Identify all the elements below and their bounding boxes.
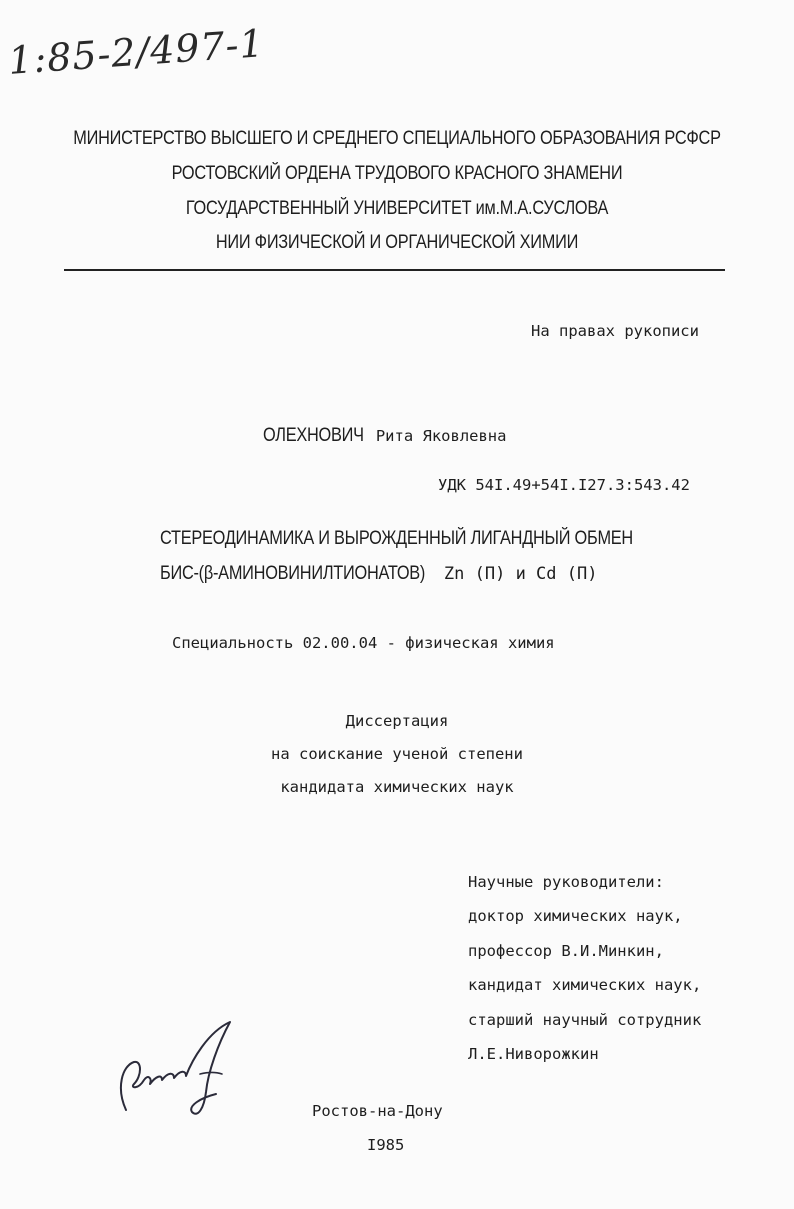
supervisors-heading: Научные руководители:: [468, 873, 664, 891]
university-header-2: ГОСУДАРСТВЕННЫЙ УНИВЕРСИТЕТ им.М.А.СУСЛОВА: [185, 198, 609, 219]
specialty: Специальность 02.00.04 - физическая химия: [172, 634, 555, 652]
supervisor-2-position: старший научный сотрудник: [468, 1011, 702, 1029]
supervisor-2-degree: кандидат химических наук,: [468, 976, 702, 994]
degree-line: на соискание ученой степени: [271, 745, 523, 763]
year: I985: [367, 1136, 405, 1154]
author-given-name: Рита Яковлевна: [375, 427, 507, 445]
author-surname: ОЛЕХНОВИЧ: [263, 425, 364, 446]
supervisor-1-degree: доктор химических наук,: [468, 907, 683, 925]
title-line-2: [160, 563, 597, 585]
title-line-1: СТЕРЕОДИНАМИКА И ВЫРОЖДЕННЫЙ ЛИГАНДНЫЙ ОБМЕН: [160, 528, 633, 549]
supervisor-2-name: Л.Е.Ниворожкин: [468, 1045, 599, 1063]
dissertation-label: Диссертация: [345, 712, 449, 730]
archive-number-handwritten: 1:85-2/497-1: [6, 21, 266, 83]
ministry-header: МИНИСТЕРСТВО ВЫСШЕГО И СРЕДНЕГО СПЕЦИАЛЬНОГО ОБРАЗОВАНИЯ РСФСР: [73, 128, 721, 149]
header-divider: [64, 269, 725, 271]
author-name: [263, 425, 506, 447]
handwritten-signature: [112, 1018, 242, 1128]
title-line-2-suffix: Zn (П) и Cd (П): [443, 564, 598, 584]
city: Ростов-на-Дону: [312, 1102, 443, 1120]
degree-field: кандидата химических наук: [280, 778, 514, 796]
udc-code: УДК 54I.49+54I.I27.3:543.42: [438, 476, 690, 494]
supervisor-1-name: профессор В.И.Минкин,: [468, 942, 664, 960]
title-line-2-prefix: БИС-(β-АМИНОВИНИЛТИОНАТОВ): [160, 563, 426, 584]
institute-header: НИИ ФИЗИЧЕСКОЙ И ОРГАНИЧЕСКОЙ ХИМИИ: [215, 232, 579, 253]
rights-note: На правах рукописи: [531, 322, 699, 340]
university-header-1: РОСТОВСКИЙ ОРДЕНА ТРУДОВОГО КРАСНОГО ЗНАМЕНИ: [171, 163, 623, 184]
